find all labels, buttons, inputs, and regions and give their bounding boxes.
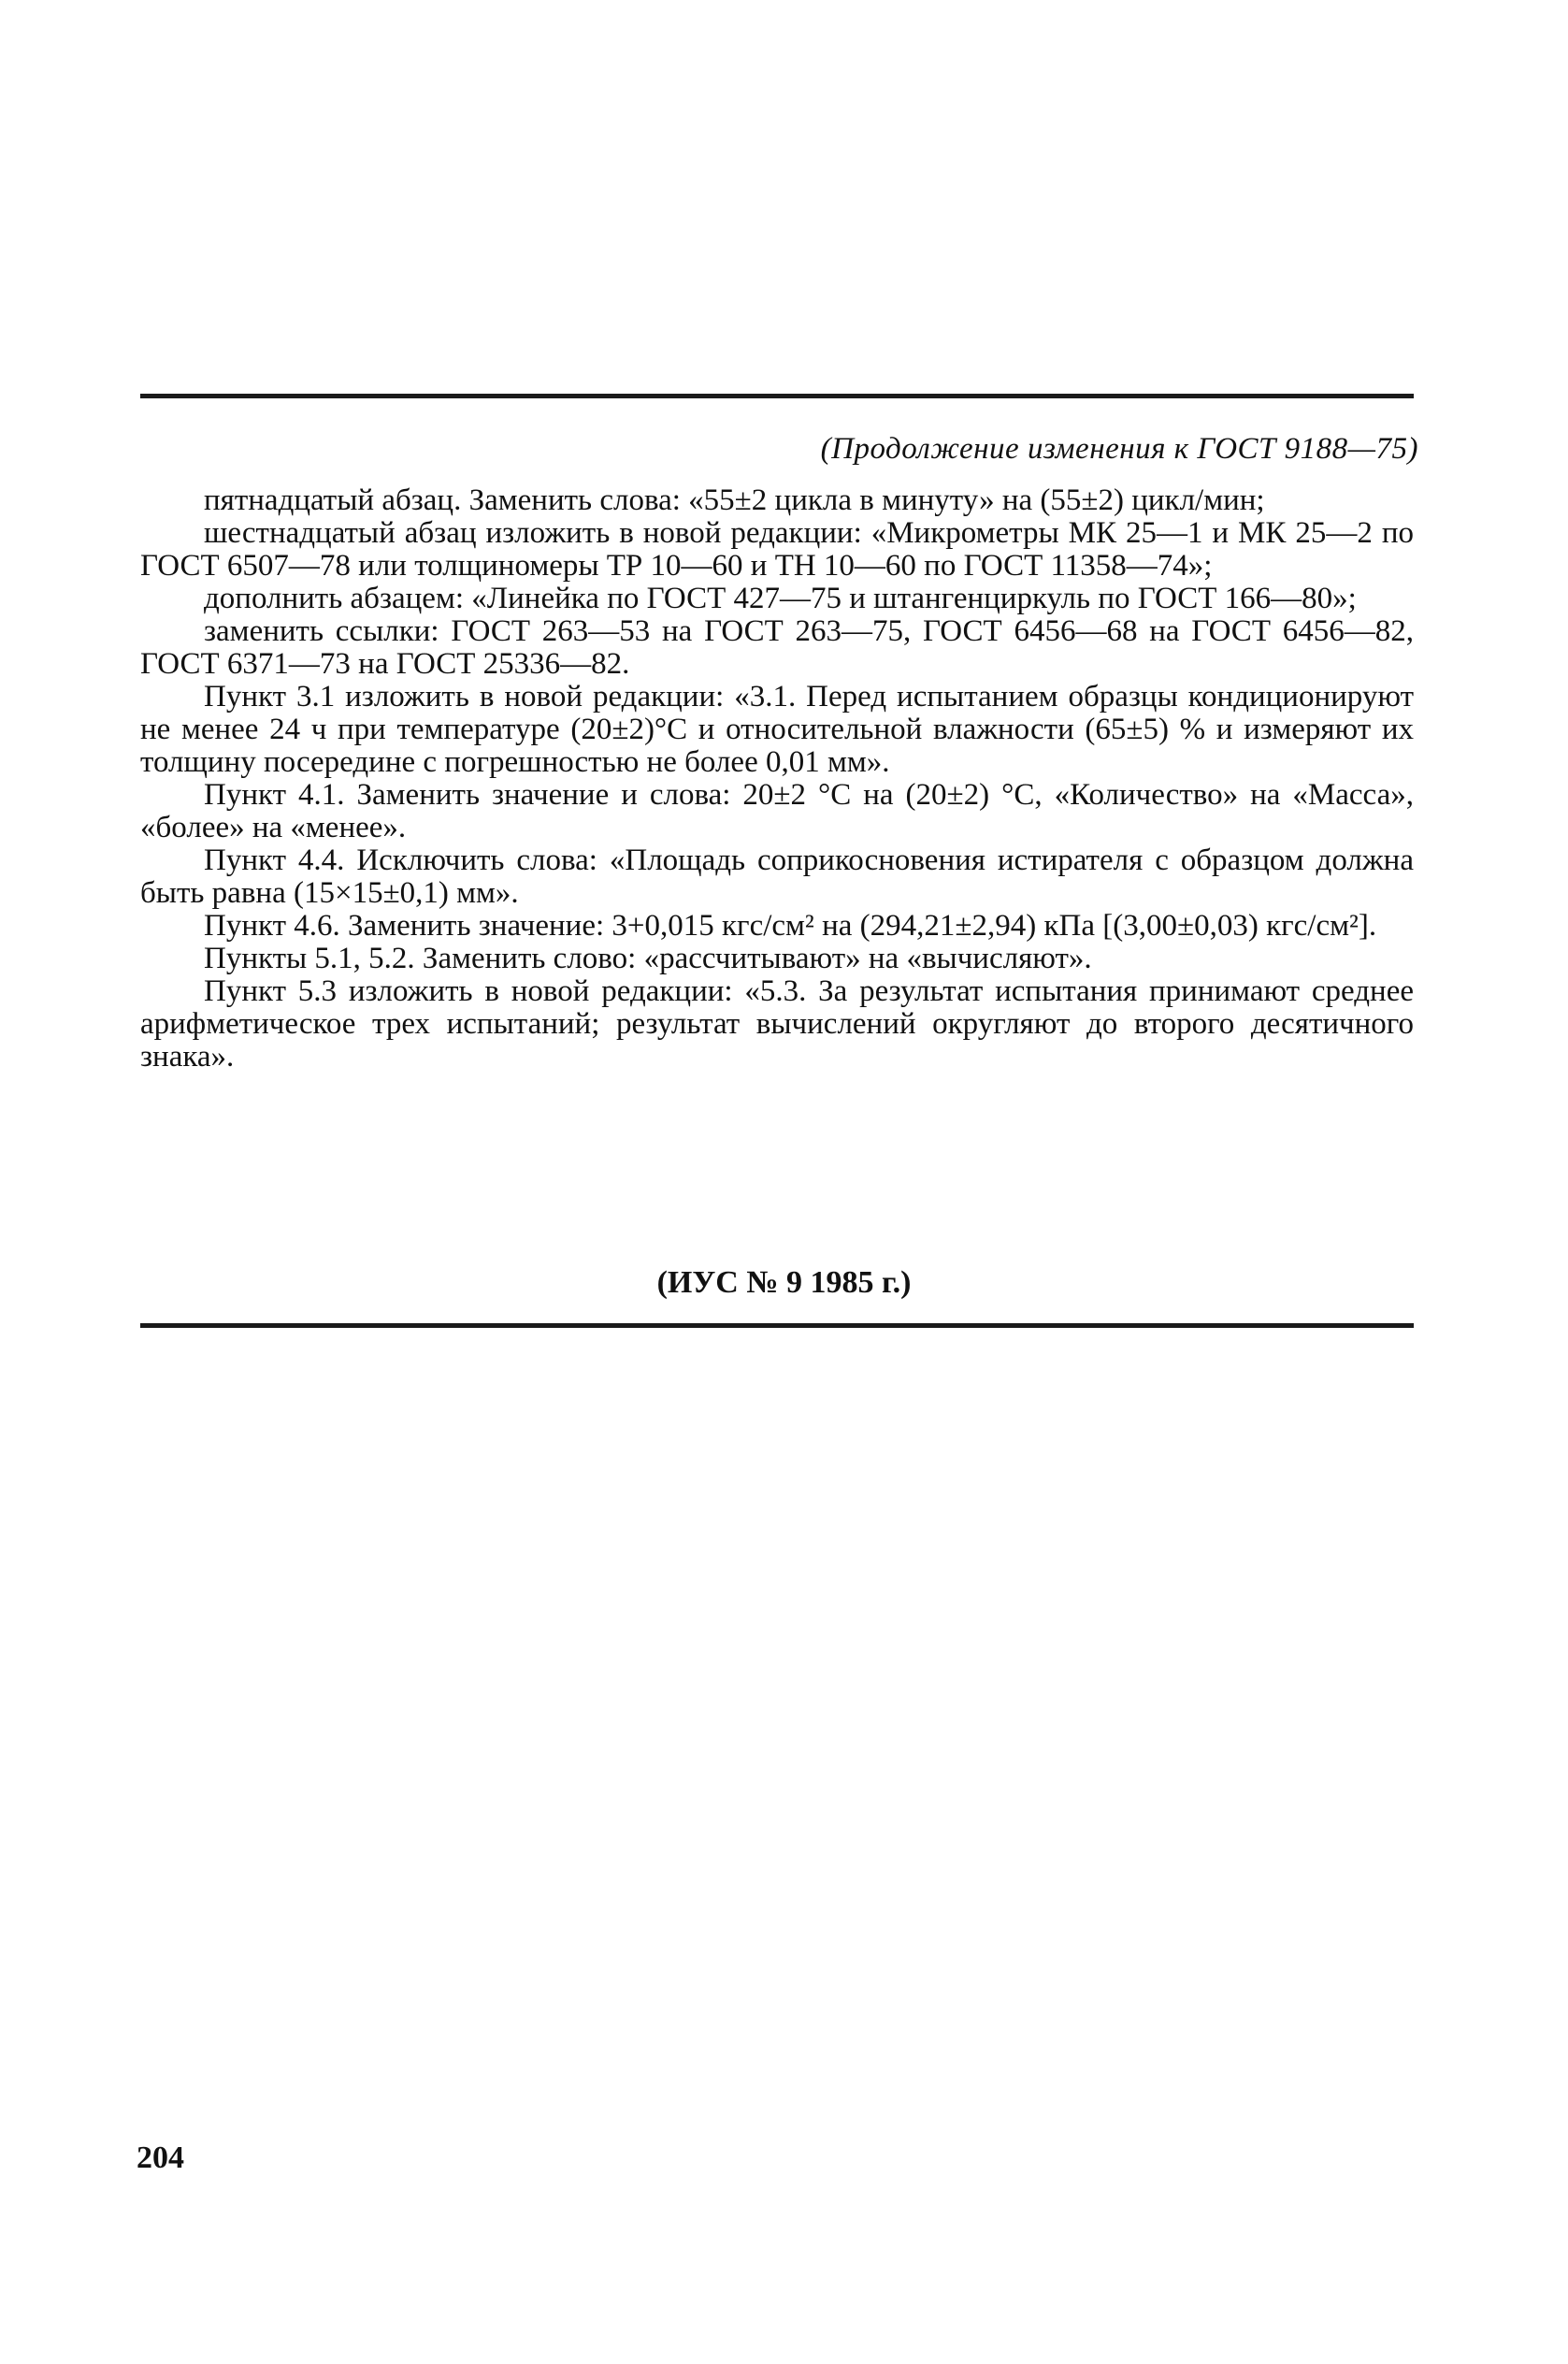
paragraph: Пункт 4.1. Заменить значение и слова: 20±2 °С на (20±2) °С, «Количество» на «Масса», «более» на «менее». xyxy=(140,778,1414,844)
bottom-divider xyxy=(140,1323,1414,1328)
page-number: 204 xyxy=(137,2141,184,2175)
paragraph: дополнить абзацем: «Линейка по ГОСТ 427—75 и штангенциркуль по ГОСТ 166—80»; xyxy=(204,582,1357,615)
amendment-body xyxy=(140,484,1414,1074)
amendment-heading: (Продолжение изменения к ГОСТ 9188—75) xyxy=(820,432,1418,466)
paragraph: Пункты 5.1, 5.2. Заменить слово: «рассчитывают» на «вычисляют». xyxy=(204,942,1092,975)
source-note: (ИУС № 9 1985 г.) xyxy=(656,1265,912,1300)
paragraph: Пункт 4.4. Исключить слова: «Площадь соприкосновения истирателя с образцом должна быть равна (15×15±0,1) мм». xyxy=(140,843,1414,910)
paragraph: Пункт 4.6. Заменить значение: 3+0,015 кгс/см² на (294,21±2,94) кПа [(3,00±0,03) кгс/см²]. xyxy=(204,909,1377,943)
paragraph: Пункт 5.3 изложить в новой редакции: «5.3. За результат испытания принимают среднее арифметическое трех испытаний; результат вычислений округляют до второго десятичного знака». xyxy=(140,974,1414,1074)
paragraph: пятнадцатый абзац. Заменить слова: «55±2 цикла в минуту» на (55±2) цикл/мин; xyxy=(204,483,1265,517)
top-divider xyxy=(140,394,1414,398)
paragraph: шестнадцатый абзац изложить в новой редакции: «Микрометры МК 25—1 и МК 25—2 по ГОСТ 6507—78 или толщиномеры ТР 10—60 и ТН 10—60 по ГОСТ 11358—74»; xyxy=(140,516,1414,583)
paragraph: Пункт 3.1 изложить в новой редакции: «3.1. Перед испытанием образцы кондиционируют не менее 24 ч при температуре (20±2)°С и относительной влажности (65±5) % и измеряют их толщину посередине с погрешностью не более 0,01 мм». xyxy=(140,680,1414,779)
paragraph: заменить ссылки: ГОСТ 263—53 на ГОСТ 263—75, ГОСТ 6456—68 на ГОСТ 6456—82, ГОСТ 6371—73 на ГОСТ 25336—82. xyxy=(140,614,1414,681)
